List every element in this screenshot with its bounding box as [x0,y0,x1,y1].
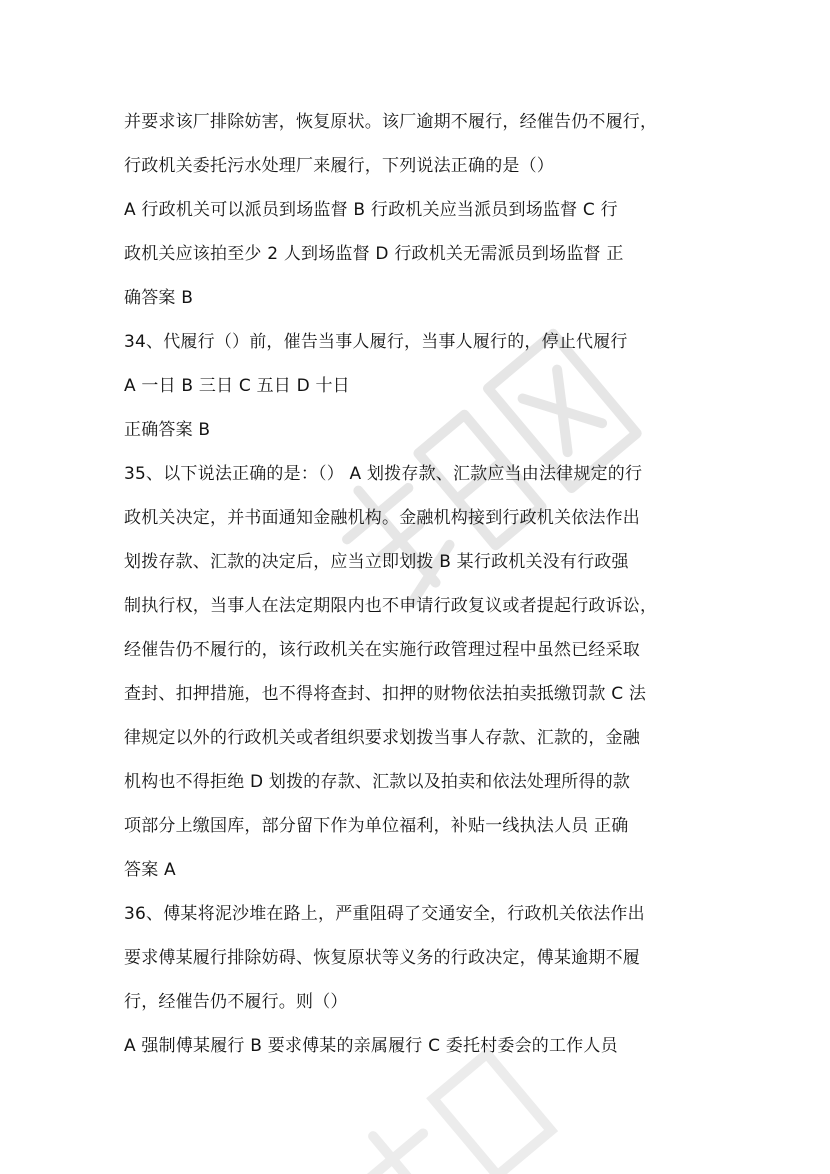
text-line: A 强制傅某履行 B 要求傅某的亲属履行 C 委托村委会的工作人员 [124,1036,618,1056]
text-line: 查封、扣押措施，也不得将查封、扣押的财物依法拍卖抵缴罚款 C 法 [124,684,647,704]
text-line: A 行政机关可以派员到场监督 B 行政机关应当派员到场监督 C 行 [124,200,618,220]
text-line: 机构也不得拒绝 D 划拨的存款、汇款以及拍卖和依法处理所得的款 [124,772,631,792]
text-line: 35、以下说法正确的是：（） A 划拨存款、汇款应当由法律规定的行 [124,464,643,484]
text-line: 经催告仍不履行的，该行政机关在实施行政管理过程中虽然已经采取 [124,640,640,660]
paragraph-q33-options [124,188,724,320]
text-line: 要求傅某履行排除妨碍、恢复原状等义务的行政决定，傅某逾期不履 [124,948,640,968]
text-line: 政机关决定，并书面通知金融机构。金融机构接到行政机关依法作出 [124,508,640,528]
paragraph-q33-end [124,100,724,188]
paragraph-q35 [124,452,724,892]
text-line: 行，经催告仍不履行。则（） [124,992,348,1012]
text-line: 答案 A [124,860,176,880]
text-line: 行政机关委托污水处理厂来履行，下列说法正确的是（） [124,156,554,176]
paragraph-q36-options [124,1024,724,1068]
text-line: 36、傅某将泥沙堆在路上，严重阻碍了交通安全，行政机关依法作出 [124,904,645,924]
text-line: 并要求该厂排除妨害，恢复原状。该厂逾期不履行，经催告仍不履行， [124,112,658,132]
document-body [124,100,724,1068]
paragraph-q34-answer [124,408,724,452]
text-line: 制执行权，当事人在法定期限内也不申请行政复议或者提起行政诉讼， [124,596,658,616]
text-line: 划拨存款、汇款的决定后，应当立即划拨 B 某行政机关没有行政强 [124,552,629,572]
text-line: 政机关应该拍至少 2 人到场监督 D 行政机关无需派员到场监督 正 [124,244,624,264]
text-line: 确答案 B [124,288,194,308]
paragraph-q34 [124,320,724,364]
paragraph-q36 [124,892,724,1024]
question-34-options: A 一日 B 三日 C 五日 D 十日 [124,376,350,396]
question-34-answer: 正确答案 B [124,420,211,440]
text-line: 项部分上缴国库，部分留下作为单位福利，补贴一线执法人员 正确 [124,816,629,836]
paragraph-q34-options [124,364,724,408]
question-34: 34、代履行（）前，催告当事人履行，当事人履行的，停止代履行 [124,332,628,352]
text-line: 律规定以外的行政机关或者组织要求划拨当事人存款、汇款的，金融 [124,728,640,748]
